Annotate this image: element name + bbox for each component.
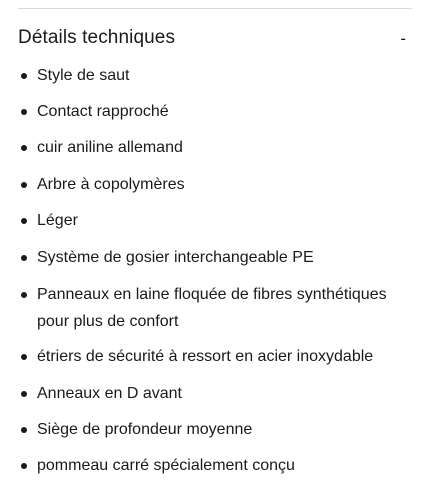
bullet-icon — [21, 218, 27, 224]
list-item-text: Système de gosier interchangeable PE — [37, 249, 314, 266]
list-item-text: Léger — [37, 212, 78, 229]
bullet-icon — [21, 292, 27, 298]
accordion-header[interactable] — [18, 22, 410, 54]
list-item-text: Anneaux en D avant — [37, 385, 182, 402]
bullet-icon — [21, 427, 27, 433]
list-item-text: Style de saut — [37, 67, 130, 84]
bullet-icon — [21, 463, 27, 469]
bullet-icon — [21, 354, 27, 360]
bullet-icon — [21, 391, 27, 397]
list-item-text: Panneaux en laine floquée de fibres synthétiques pour plus de confort — [37, 286, 387, 330]
bullet-icon — [21, 73, 27, 79]
list-item-text: Contact rapproché — [37, 103, 169, 120]
collapse-icon[interactable]: - — [400, 28, 406, 48]
list-item-text: Arbre à copolymères — [37, 176, 185, 193]
list-item-text: étriers de sécurité à ressort en acier inoxydable — [37, 348, 374, 365]
bullet-icon — [21, 182, 27, 188]
section-title: Détails techniques — [18, 27, 176, 48]
bullet-icon — [21, 255, 27, 261]
bullet-icon — [21, 145, 27, 151]
list-item-text: Siège de profondeur moyenne — [37, 421, 253, 438]
list-item-text: cuir aniline allemand — [37, 139, 183, 156]
list-item-text: pommeau carré spécialement conçu — [37, 457, 295, 474]
bullet-icon — [21, 109, 27, 115]
